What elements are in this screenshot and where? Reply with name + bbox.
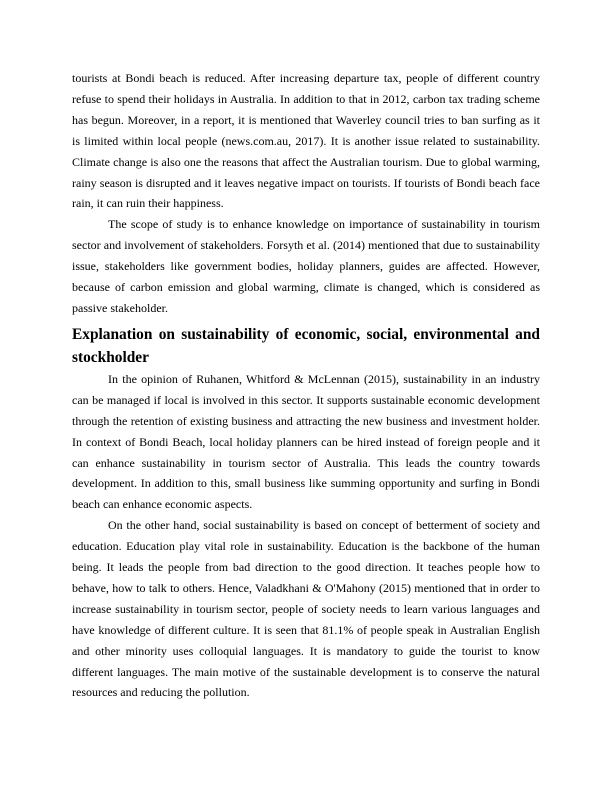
paragraph-tourism-issues: tourists at Bondi beach is reduced. After increasing departure tax, people of different country refuse to spend their holidays in Australia. In addition to that in 2012, carbon tax trading scheme has begun. Moreover, in a report, it is mentioned that Waverley council tries to ban surfing as it is limited within local people (news.com.au, 2017). It is another issue related to sustainability. Climate change is also one the reasons that affect the Australian tourism. Due to global warming, rainy season is disrupted and it leaves negative impact on tourists. If tourists of Bondi beach face rain, it can ruin their happiness.: [72, 71, 540, 211]
paragraph-social-sustainability: On the other hand, social sustainability is based on concept of betterment of society and education. Education play vital role in sustainability. Education is the backbone of the human being. It leads the people from bad direction to the good direction. It teaches people how to behave, how to talk to others. Hence, Valadkhani & O'Mahony (2015) mentioned that in order to increase sustainability in tourism sector, people of society needs to learn various languages and have knowledge of different culture. It is seen that 81.1% of people speak in Australian English and other minority uses colloquial languages. It is mandatory to guide the tourist to know different languages. The main motive of the sustainable development is to conserve the natural resources and reducing the pollution.: [72, 518, 540, 700]
paragraph-scope-of-study: The scope of study is to enhance knowledge on importance of sustainability in tourism sector and involvement of stakeholders. Forsyth et al. (2014) mentioned that due to sustainability issue, stakeholders like government bodies, holiday planners, guides are affected. However, because of carbon emission and global warming, climate is changed, which is considered as passive stakeholder.: [72, 217, 540, 315]
section-heading: Explanation on sustainability of economic, social, environmental and stockholder: [72, 325, 540, 366]
paragraph-economic-sustainability: In the opinion of Ruhanen, Whitford & McLennan (2015), sustainability in an industry can be managed if local is involved in this sector. It supports sustainable economic development through the retention of existing business and attracting the new business and investment holder. In context of Bondi Beach, local holiday planners can be hired instead of foreign people and it can enhance sustainability in tourism sector of Australia. This leads the country towards development. In addition to this, small business like summing opportunity and surfing in Bondi beach can enhance economic aspects.: [72, 371, 540, 512]
document-body: [72, 68, 540, 703]
